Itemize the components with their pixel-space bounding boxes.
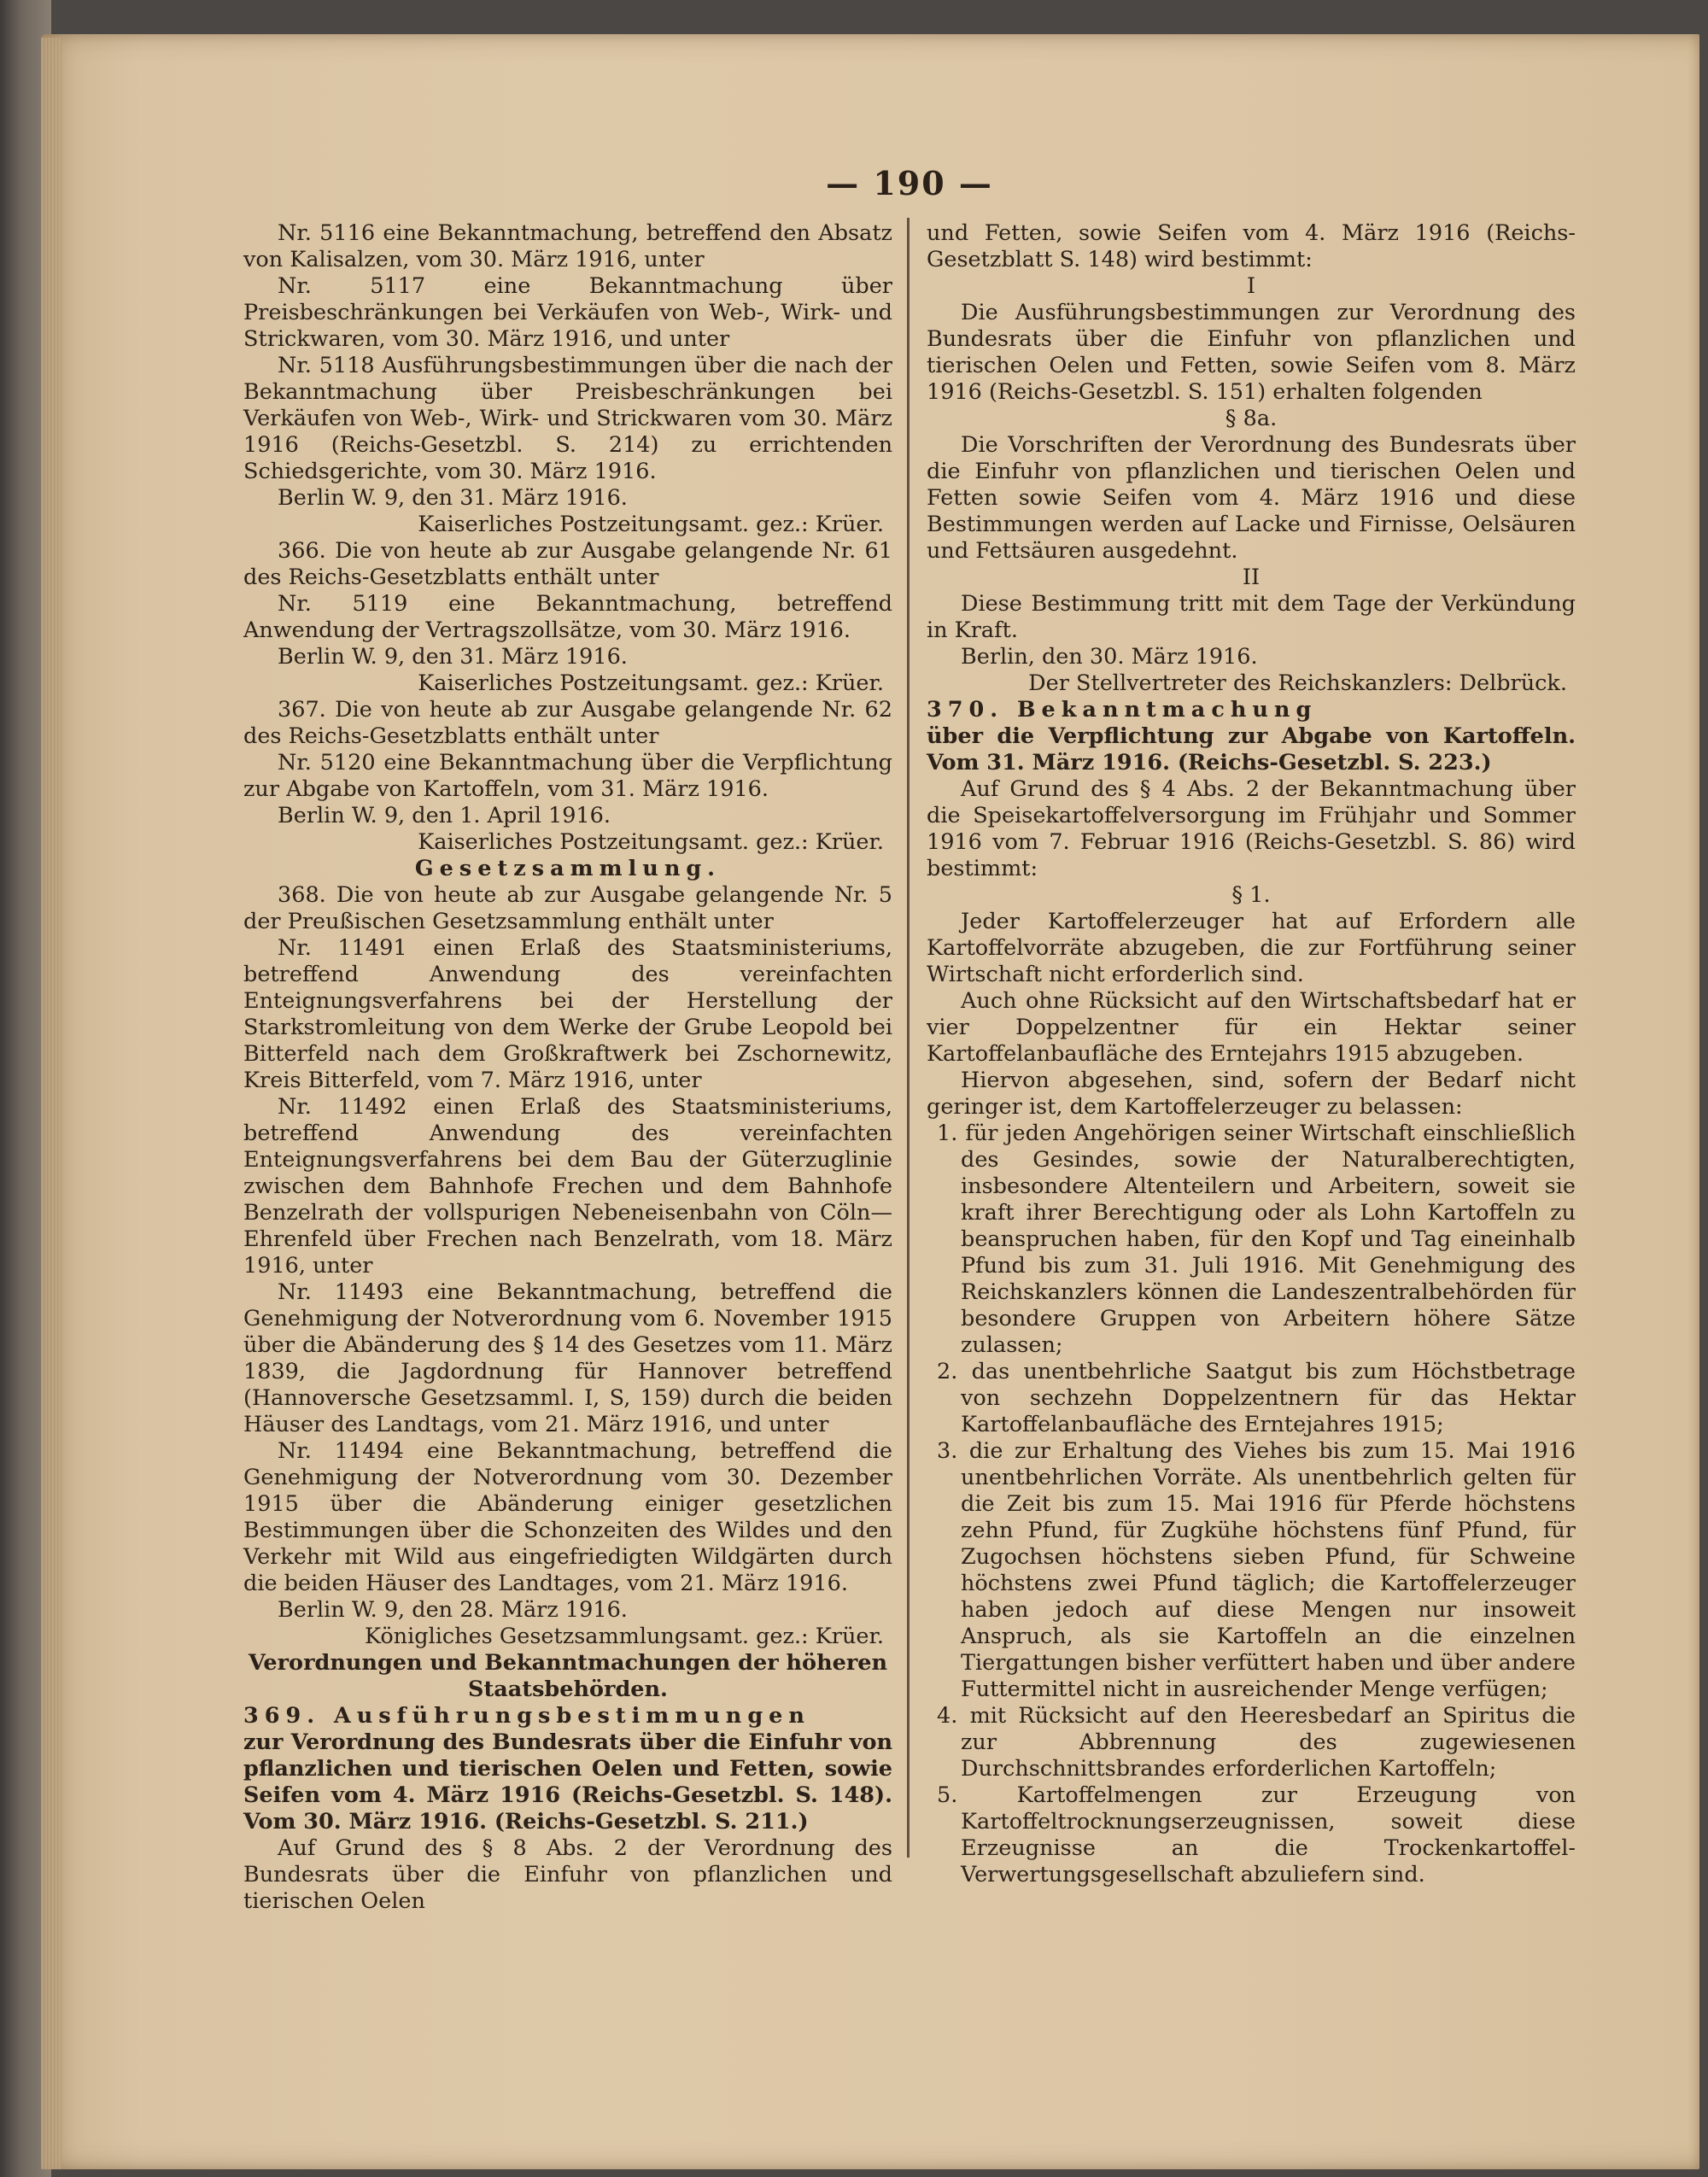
left-paragraph-12: Kaiserliches Postzeitungsamt. gez.: Krüer. [418,829,884,855]
left-paragraph-9: 367. Die von heute ab zur Ausgabe gelangende Nr. 62 des Reichs-Gesetzblatts enthält unter [243,697,892,749]
left-paragraph-24: Auf Grund des § 8 Abs. 2 der Verordnung des Bundesrats über die Einfuhr von pflanzlichen und tierischen Oelen [243,1835,892,1914]
right-paragraph-7: Berlin, den 30. März 1916. [961,644,1258,670]
left-paragraph-3: Berlin W. 9, den 31. März 1916. [278,485,628,511]
right-paragraph-6: Diese Bestimmung tritt mit dem Tage der Verkündung in Kraft. [927,591,1576,643]
left-paragraph-0: Nr. 5116 eine Bekanntmachung, betreffend den Absatz von Kalisalzen, vom 30. März 1916, unter [243,220,892,272]
right-paragraph-17: 2. das unentbehrliche Saatgut bis zum Höchstbetrage von sechzehn Doppelzentnern für das Hektar Kartoffelanbaufläche des Erntejahres 1915; [937,1359,1576,1437]
left-paragraph-14: 368. Die von heute ab zur Ausgabe gelangende Nr. 5 der Preußischen Gesetzsammlung enthält unter [243,882,892,934]
left-paragraph-23: zur Verordnung des Bundesrats über die Einfuhr von pflanzlichen und tierischen Oelen und Fetten, sowie Seifen vom 4. März 1916 (Reichs-Gesetzbl. S. 148). Vom 30. März 1916. (Reichs-Gesetzbl. S. 211.) [243,1729,892,1835]
right-paragraph-3: § 8a. [1225,406,1278,431]
right-paragraph-13: Jeder Kartoffelerzeuger hat auf Erfordern alle Kartoffelvorräte abzugeben, die zur Fortführung seiner Wirtschaft nicht erforderlich sind. [927,909,1576,987]
right-paragraph-4: Die Vorschriften der Verordnung des Bundesrats über die Einfuhr von pflanzlichen und tierischen Oelen und Fetten sowie Seifen vom 4. März 1916 und diese Bestimmungen werden auf Lacke und Firnisse, Oelsäuren und Fettsäuren ausgedehnt. [927,432,1576,564]
right-paragraph-19: 4. mit Rücksicht auf den Heeresbedarf an Spiritus die zur Abbrennung des zugewiesenen Durchschnittsbrandes erforderlichen Kartoffeln; [937,1703,1576,1782]
right-paragraph-16: 1. für jeden Angehörigen seiner Wirtschaft einschließlich des Gesindes, sowie der Naturalberechtigten, insbesondere Altenteilern und Arbeitern, soweit sie kraft ihrer Berechtigung oder als Lohn Kartoffeln zu beanspruchen haben, für den Kopf und Tag eineinhalb Pfund bis zum 31. Juli 1916. Mit Genehmigung des Reichskanzlers können die Landeszentralbehörden für besondere Gruppen von Arbeitern höhere Sätze zulassen; [937,1121,1576,1358]
left-paragraph-21: Verordnungen und Bekanntmachungen der höheren Staatsbehörden. [248,1650,888,1702]
right-paragraph-10: über die Verpflichtung zur Abgabe von Kartoffeln. Vom 31. März 1916. (Reichs-Gesetzbl. S. 223.) [927,723,1576,775]
page-number: — 190 — [826,164,993,202]
right-paragraph-12: § 1. [1231,882,1271,908]
left-paragraph-18: Nr. 11494 eine Bekanntmachung, betreffend die Genehmigung der Notverordnung vom 30. Dezember 1915 über die Abänderung einiger gesetzlichen Bestimmungen über die Schonzeiten des Wildes und den Verkehr mit Wild aus eingefriedigten Wildgärten durch die beiden Häuser des Landtages, vom 21. März 1916. [243,1438,892,1596]
left-paragraph-4: Kaiserliches Postzeitungsamt. gez.: Krüer. [418,512,884,537]
left-paragraph-16: Nr. 11492 einen Erlaß des Staatsministeriums, betreffend Anwendung des vereinfachten Enteignungsverfahrens bei dem Bau der Güterzuglinie zwischen dem Bahnhofe Frechen und dem Bahnhofe Benzelrath der vollspurigen Nebeneisenbahn von Cöln—Ehrenfeld über Frechen nach Benzelrath, vom 18. März 1916, unter [243,1094,892,1279]
left-paragraph-11: Berlin W. 9, den 1. April 1916. [278,803,611,828]
column-divider [907,218,910,1858]
left-paragraph-22: 369. Ausführungsbestimmungen [243,1703,810,1729]
left-paragraph-17: Nr. 11493 eine Bekanntmachung, betreffend die Genehmigung der Notverordnung vom 6. November 1915 über die Abänderung des § 14 des Gesetzes vom 11. März 1839, die Jagdordnung für Hannover betreffend (Hannoversche Gesetzsamml. I, S, 159) durch die beiden Häuser des Landtags, vom 21. März 1916, und unter [243,1279,892,1437]
right-paragraph-11: Auf Grund des § 4 Abs. 2 der Bekanntmachung über die Speisekartoffelversorgung im Frühjahr und Sommer 1916 vom 7. Februar 1916 (Reichs-Gesetzbl. S. 86) wird bestimmt: [927,776,1576,881]
left-paragraph-15: Nr. 11491 einen Erlaß des Staatsministeriums, betreffend Anwendung des vereinfachten Enteignungsverfahrens bei der Herstellung der Starkstromleitung von dem Werke der Grube Leopold bei Bitterfeld nach dem Großkraftwerk bei Zschornewitz, Kreis Bitterfeld, vom 7. März 1916, unter [243,935,892,1093]
right-column [927,220,1576,1888]
right-paragraph-2: Die Ausführungsbestimmungen zur Verordnung des Bundesrats über die Einfuhr von pflanzlichen und tierischen Oelen und Fetten, sowie Seifen vom 8. März 1916 (Reichs-Gesetzbl. S. 151) erhalten folgenden [927,300,1576,405]
page-stack-edges [41,38,61,2169]
right-paragraph-5: II [1242,565,1261,590]
left-column [243,220,892,1915]
left-paragraph-1: Nr. 5117 eine Bekanntmachung über Preisbeschränkungen bei Verkäufen von Web-, Wirk- und Strickwaren, vom 30. März 1916, und unter [243,273,892,352]
left-paragraph-6: Nr. 5119 eine Bekanntmachung, betreffend Anwendung der Vertragszollsätze, vom 30. März 1916. [243,591,892,643]
left-paragraph-8: Kaiserliches Postzeitungsamt. gez.: Krüer. [418,670,884,696]
right-paragraph-8: Der Stellvertreter des Reichskanzlers: Delbrück. [1028,670,1567,696]
right-paragraph-9: 370. Bekanntmachung [927,697,1318,723]
right-paragraph-20: 5. Kartoffelmengen zur Erzeugung von Kartoffeltrocknungserzeugnissen, soweit diese Erzeugnisse an die Trockenkartoffel-Verwertungsgesellschaft abzuliefern sind. [937,1782,1576,1887]
right-paragraph-0: und Fetten, sowie Seifen vom 4. März 1916 (Reichs-Gesetzblatt S. 148) wird bestimmt: [927,220,1576,272]
right-paragraph-15: Hiervon abgesehen, sind, sofern der Bedarf nicht geringer ist, dem Kartoffelerzeuger zu belassen: [927,1068,1576,1120]
left-paragraph-7: Berlin W. 9, den 31. März 1916. [278,644,628,670]
left-paragraph-5: 366. Die von heute ab zur Ausgabe gelangende Nr. 61 des Reichs-Gesetzblatts enthält unter [243,538,892,590]
right-paragraph-18: 3. die zur Erhaltung des Viehes bis zum 15. Mai 1916 unentbehrlichen Vorräte. Als unentbehrlich gelten für die Zeit bis zum 15. Mai 1916 für Pferde höchstens zehn Pfund, für Zugkühe höchstens fünf Pfund, für Zugochsen höchstens sieben Pfund, für Schweine höchstens zwei Pfund täglich; die Kartoffelerzeuger haben jedoch auf diese Mengen nur insoweit Anspruch, als sie Kartoffeln an die einzelnen Tiergattungen bisher verfüttert haben und über andere Futtermittel nicht in ausreichender Menge verfügen; [937,1438,1576,1702]
right-paragraph-14: Auch ohne Rücksicht auf den Wirtschaftsbedarf hat er vier Doppelzentner für ein Hektar seiner Kartoffelanbaufläche des Erntejahrs 1915 abzugeben. [927,988,1576,1067]
left-paragraph-20: Königliches Gesetzsammlungsamt. gez.: Krüer. [364,1624,884,1649]
left-paragraph-10: Nr. 5120 eine Bekanntmachung über die Verpflichtung zur Abgabe von Kartoffeln, vom 31. März 1916. [243,750,892,802]
left-paragraph-13: Gesetzsammlung. [414,856,722,881]
left-paragraph-19: Berlin W. 9, den 28. März 1916. [278,1597,628,1623]
right-paragraph-1: I [1246,273,1256,299]
left-paragraph-2: Nr. 5118 Ausführungsbestimmungen über die nach der Bekanntmachung über Preisbeschränkungen bei Verkäufen von Web-, Wirk- und Strickwaren vom 30. März 1916 (Reichs-Gesetzbl. S. 214) zu errichtenden Schiedsgerichte, vom 30. März 1916. [243,353,892,484]
